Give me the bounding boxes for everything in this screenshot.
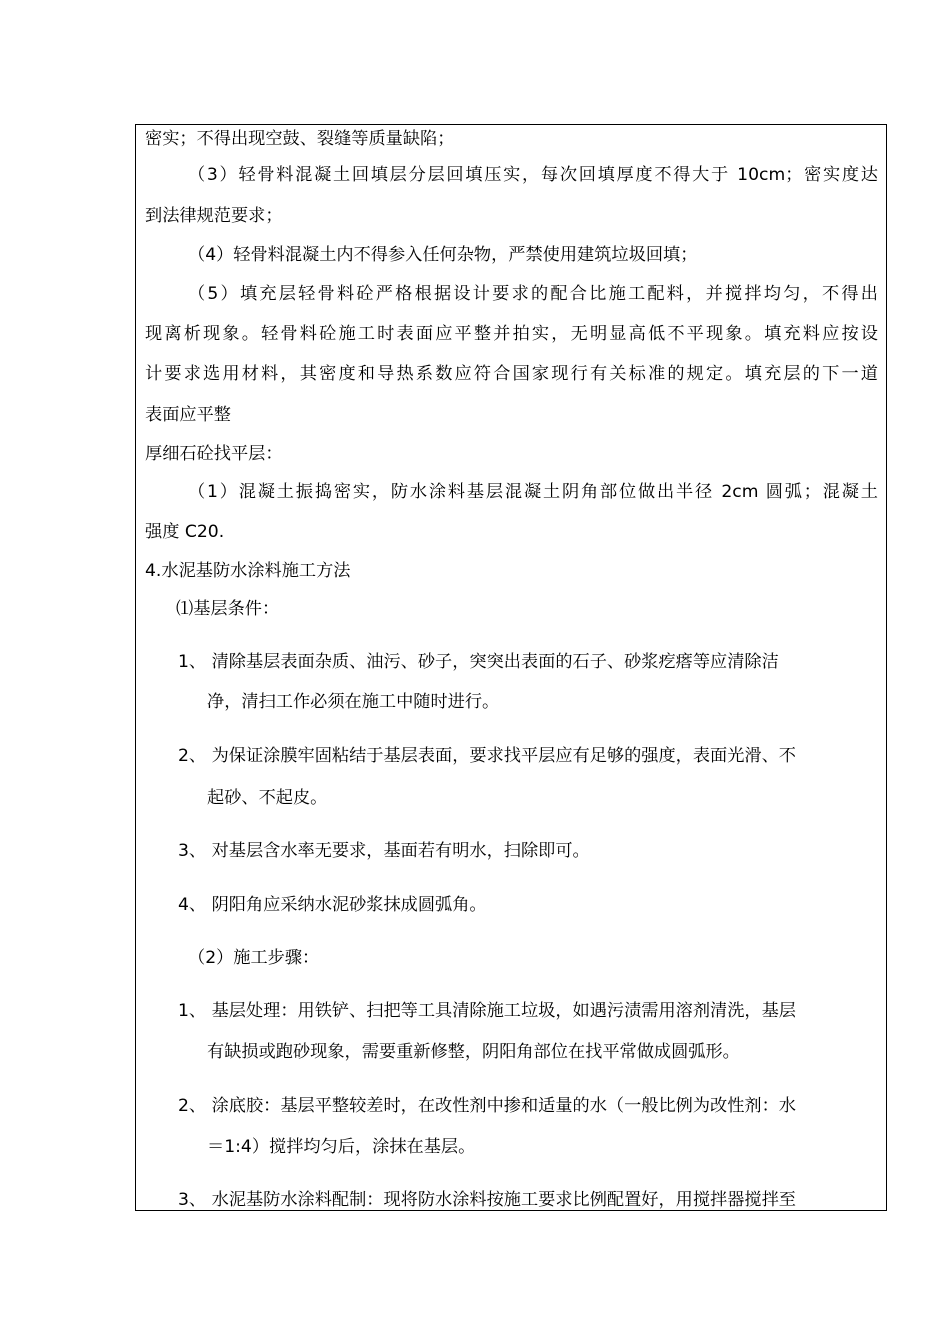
list-item: 3、 水泥基防水涂料配制：现将防水涂料按施工要求比例配置好，用搅拌器搅拌至 [178,1190,796,1210]
body-line: 计要求选用材料，其密度和导热系数应符合国家现行有关标准的规定。填充层的下一道 [145,364,878,384]
body-line: 强度 C20. [145,522,225,542]
body-line: 现离析现象。轻骨料砼施工时表面应平整并拍实，无明显高低不平现象。填充料应按设 [145,324,878,344]
body-line: 密实；不得出现空鼓、裂缝等质量缺陷； [145,129,455,149]
subsection-heading: （2）施工步骤： [188,948,320,968]
body-line: 厚细石砼找平层： [145,444,283,464]
list-item: 3、 对基层含水率无要求，基面若有明水，扫除即可。 [178,841,590,861]
body-line: （1）混凝土振捣密实，防水涂料基层混凝土阴角部位做出半径 2cm 圆弧；混凝土 [188,482,878,502]
list-item-continuation: 有缺损或跑砂现象，需要重新修整，阴阳角部位在找平常做成圆弧形。 [207,1042,740,1062]
list-item: 4、 阴阳角应采纳水泥砂浆抹成圆弧角。 [178,895,487,915]
list-item: 1、 清除基层表面杂质、油污、砂子，突突出表面的石子、砂浆疙瘩等应清除洁 [178,652,779,672]
list-item: 1、 基层处理：用铁铲、扫把等工具清除施工垃圾，如遇污渍需用溶剂清洗，基层 [178,1001,796,1021]
body-line: （3）轻骨料混凝土回填层分层回填压实，每次回填厚度不得大于 10cm；密实度达 [188,165,878,185]
list-item: 2、 为保证涂膜牢固粘结于基层表面，要求找平层应有足够的强度，表面光滑、不 [178,746,796,766]
list-item-continuation: 起砂、不起皮。 [207,788,328,808]
list-item: 2、 涂底胶：基层平整较差时，在改性剂中掺和适量的水（一般比例为改性剂：水 [178,1096,796,1116]
body-line: 表面应平整 [145,405,231,425]
list-item-continuation: ＝1:4）搅拌均匀后，涂抹在基层。 [207,1137,476,1157]
subsection-heading: ⑴基层条件： [176,599,280,619]
body-line: 到法律规范要求； [145,206,283,226]
body-line: （5）填充层轻骨料砼严格根据设计要求的配合比施工配料，并搅拌均匀，不得出 [188,284,878,304]
section-heading: 4.水泥基防水涂料施工方法 [145,561,351,581]
body-line: （4）轻骨料混凝土内不得参入任何杂物，严禁使用建筑垃圾回填； [188,245,698,265]
list-item-continuation: 净，清扫工作必须在施工中随时进行。 [207,692,500,712]
